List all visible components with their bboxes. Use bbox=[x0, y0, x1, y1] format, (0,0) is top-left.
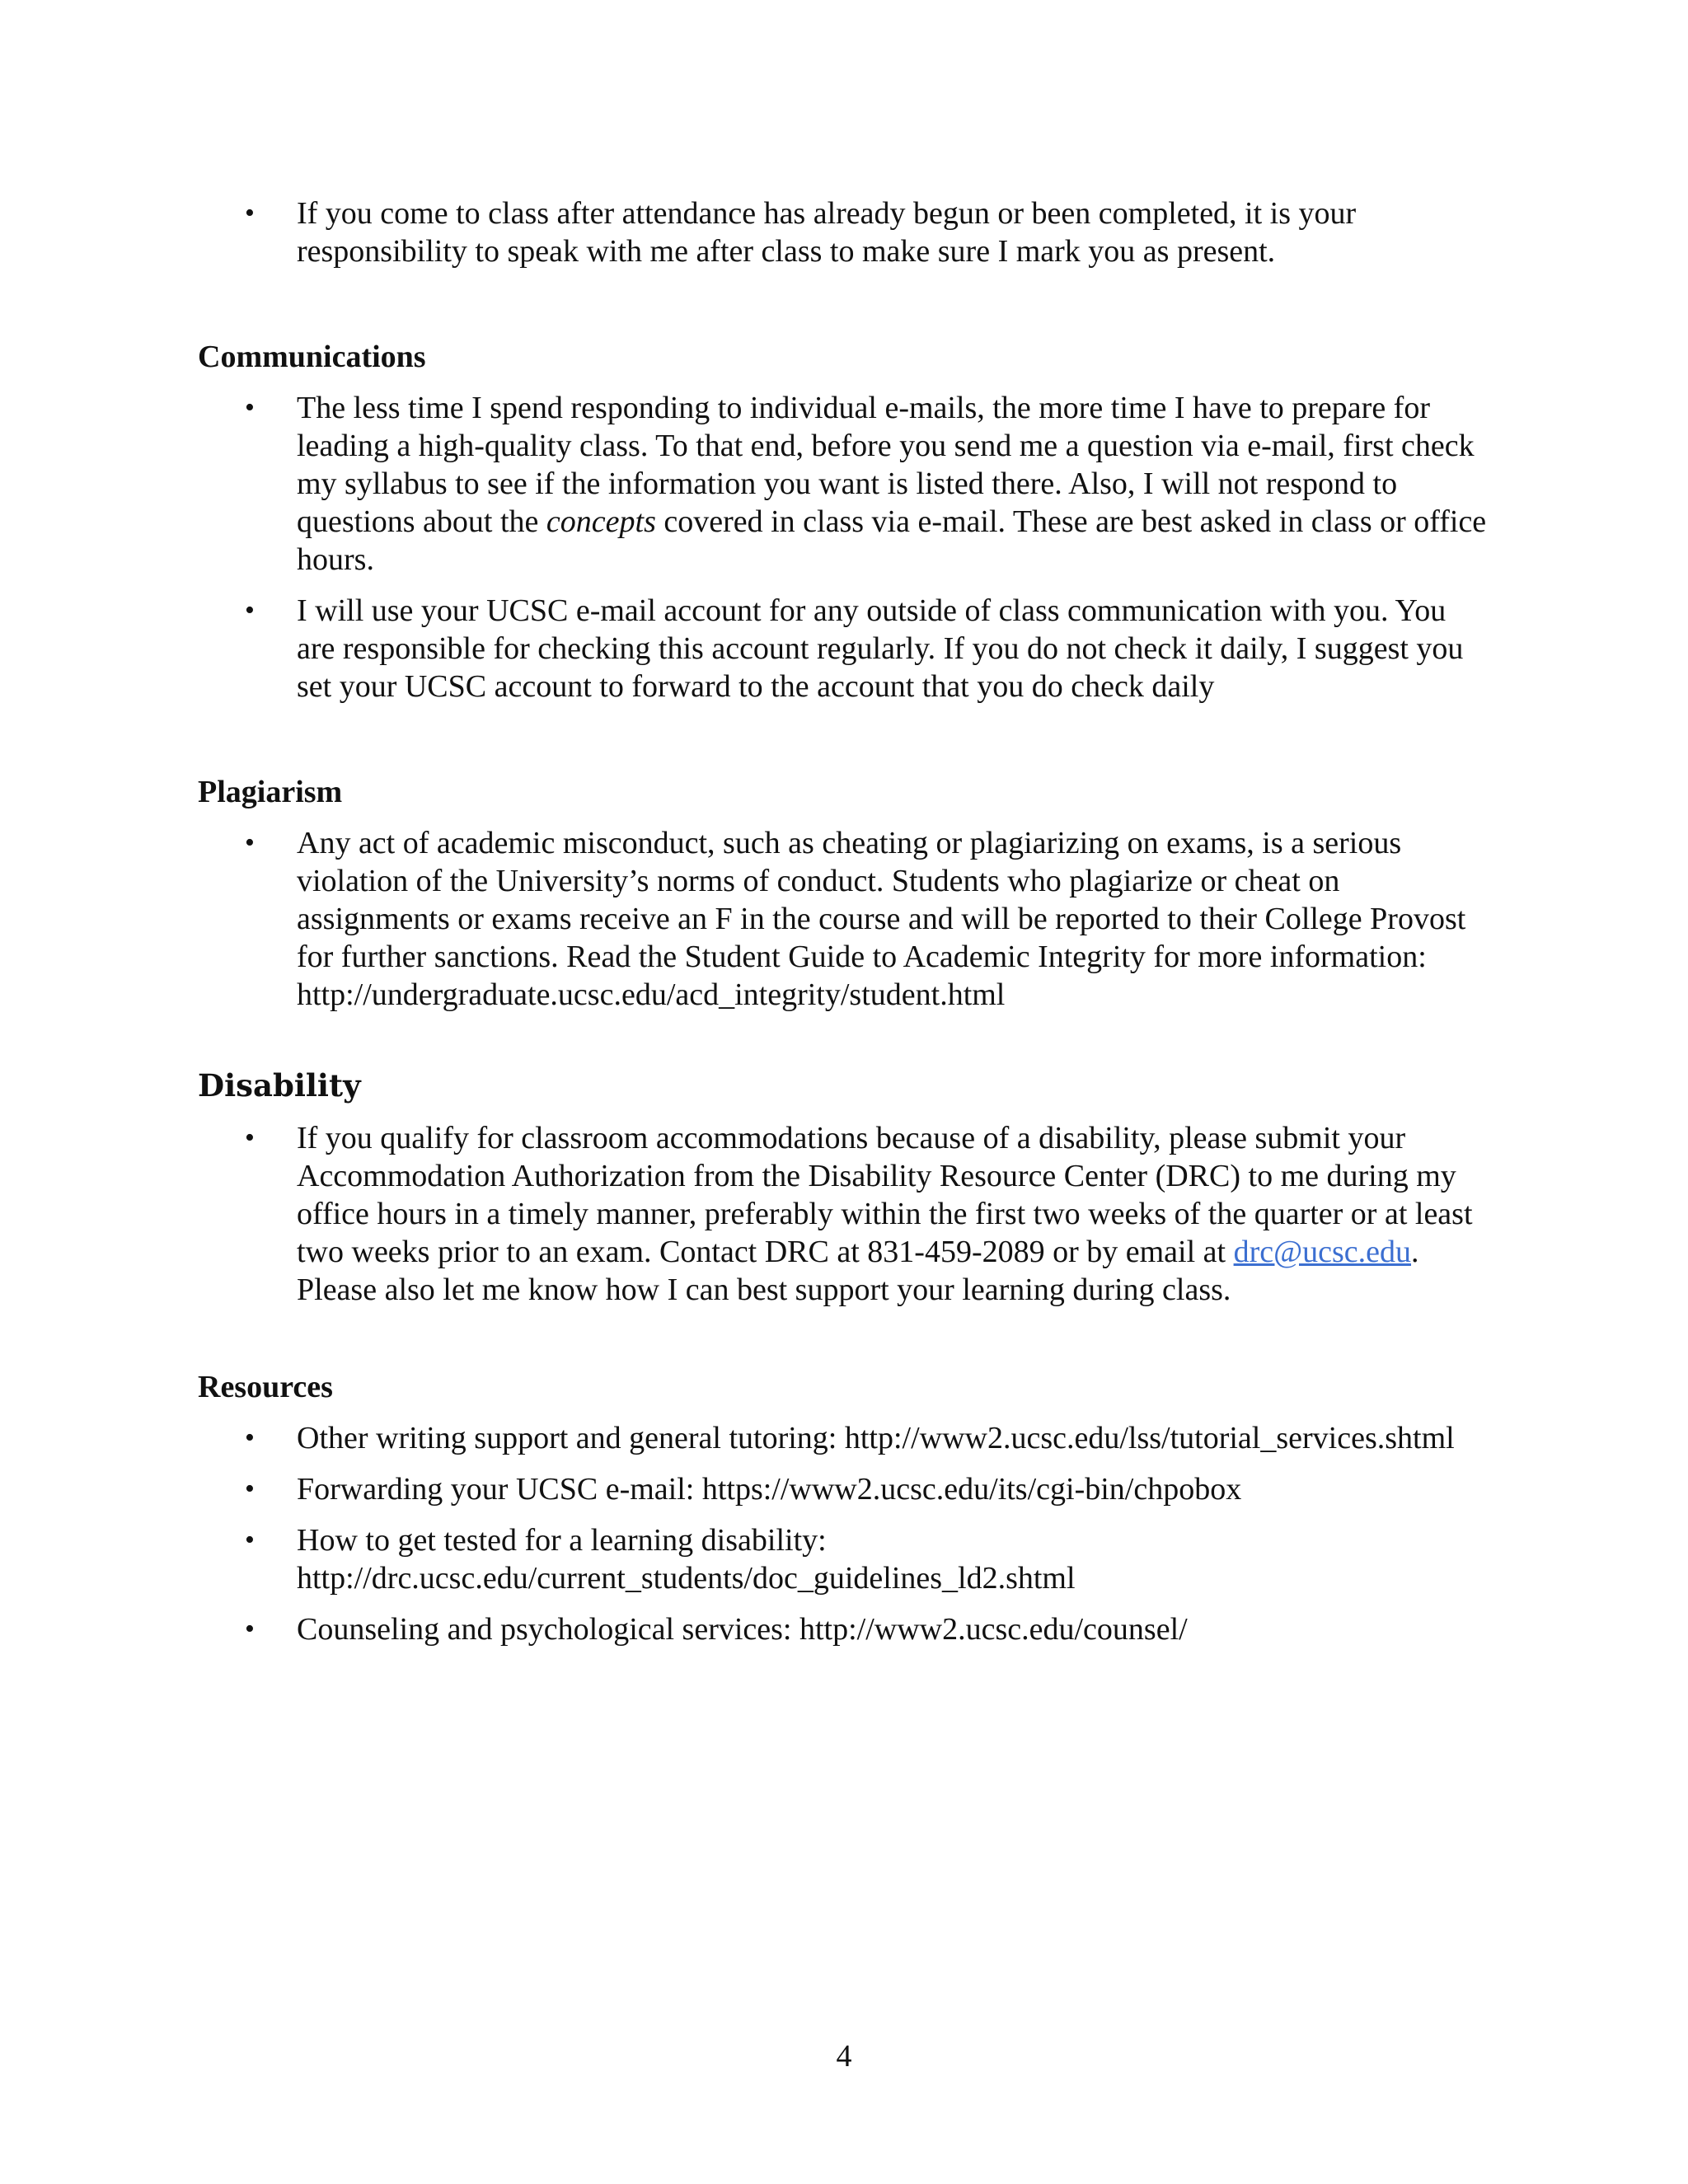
resources-heading: Resources bbox=[198, 1370, 333, 1404]
section-spacer bbox=[198, 705, 1492, 773]
bullet-icon: • bbox=[245, 1614, 255, 1644]
bullet-text: Other writing support and general tutoring: http://www2.ucsc.edu/lss/tutorial_services.shtml bbox=[297, 1421, 1455, 1455]
page-content bbox=[198, 194, 1492, 1648]
communications-bullet-email-time bbox=[198, 389, 1492, 579]
bullet-text-part2: . Please also let me know how I can best support your learning during class. bbox=[297, 1235, 1419, 1307]
attendance-section bbox=[198, 194, 1492, 270]
communications-heading: Communications bbox=[198, 340, 426, 374]
disability-heading: Disability bbox=[198, 1067, 361, 1104]
communications-section bbox=[198, 338, 1492, 705]
bullet-icon: • bbox=[245, 1422, 255, 1453]
plagiarism-bullet-misconduct bbox=[198, 824, 1492, 1014]
resources-bullet-list bbox=[198, 1419, 1492, 1648]
bullet-icon: • bbox=[245, 827, 255, 858]
resources-section bbox=[198, 1368, 1492, 1648]
bullet-icon: • bbox=[245, 1474, 255, 1504]
bullet-text: If you come to class after attendance has already begun or been completed, it is your responsibility to speak with me after class to make sure I mark you as present. bbox=[297, 196, 1357, 269]
bullet-text: How to get tested for a learning disability: http://drc.ucsc.edu/current_students/doc_guidelines_ld2.shtml bbox=[297, 1523, 1076, 1596]
section-spacer bbox=[198, 1309, 1492, 1368]
bullet-icon: • bbox=[245, 1122, 255, 1153]
bullet-icon: • bbox=[245, 1525, 255, 1555]
resources-item-tutoring bbox=[198, 1419, 1492, 1457]
bullet-icon: • bbox=[245, 392, 255, 423]
communications-bullet-ucsc-account bbox=[198, 592, 1492, 705]
section-spacer bbox=[198, 270, 1492, 338]
plagiarism-heading: Plagiarism bbox=[198, 775, 343, 809]
resources-item-learning-disability-testing bbox=[198, 1521, 1492, 1597]
drc-email-link[interactable]: drc@ucsc.edu bbox=[1233, 1235, 1411, 1269]
bullet-text: Any act of academic misconduct, such as cheating or plagiarizing on exams, is a serious violation of the University’s norms of conduct. Students who plagiarize or cheat on assignments or exams receive an F in the course and will be reported to their College Provost for further sanctions. Read the Student Guide to Academic Integrity for more information: http://undergraduate.ucsc.edu/acd_integrity/student.html bbox=[297, 826, 1466, 1012]
bullet-text-part2: covered in class via e-mail. These are best asked in class or office hours. bbox=[297, 504, 1487, 577]
resources-item-counseling bbox=[198, 1610, 1492, 1648]
bullet-text: Forwarding your UCSC e-mail: https://www2.ucsc.edu/its/cgi-bin/chpobox bbox=[297, 1472, 1242, 1507]
plagiarism-section bbox=[198, 773, 1492, 1014]
attendance-bullet-list bbox=[198, 194, 1492, 270]
attendance-bullet-late-arrival bbox=[198, 194, 1492, 270]
page-number: 4 bbox=[836, 2039, 852, 2074]
bullet-text-emphasis: concepts bbox=[546, 504, 656, 539]
bullet-icon: • bbox=[245, 198, 255, 228]
communications-bullet-list bbox=[198, 389, 1492, 705]
disability-bullet-list bbox=[198, 1119, 1492, 1309]
plagiarism-bullet-list bbox=[198, 824, 1492, 1014]
bullet-text: Counseling and psychological services: http://www2.ucsc.edu/counsel/ bbox=[297, 1612, 1188, 1647]
section-spacer bbox=[198, 1014, 1492, 1066]
bullet-text: I will use your UCSC e-mail account for any outside of class communication with you. You are responsible for checking this account regularly. If you do not check it daily, I suggest you set your UCSC account to forward to the account that you do check daily bbox=[297, 593, 1464, 704]
bullet-icon: • bbox=[245, 595, 255, 626]
disability-section bbox=[198, 1066, 1492, 1309]
bullet-text-part1: The less time I spend responding to individual e-mails, the more time I have to prepare for leading a high-quality class. To that end, before you send me a question via e-mail, first check my syllabus to see if the information you want is listed there. Also, I will not respond to questions about the bbox=[297, 391, 1475, 539]
bullet-text-part1: If you qualify for classroom accommodations because of a disability, please submit your Accommodation Authorization from the Disability Resource Center (DRC) to me during my office hours in a timely manner, preferably within the first two weeks of the quarter or at least two weeks prior to an exam. Contact DRC at 831-459-2089 or by email at bbox=[297, 1121, 1473, 1269]
resources-item-email-forwarding bbox=[198, 1470, 1492, 1508]
disability-bullet-accommodations bbox=[198, 1119, 1492, 1309]
